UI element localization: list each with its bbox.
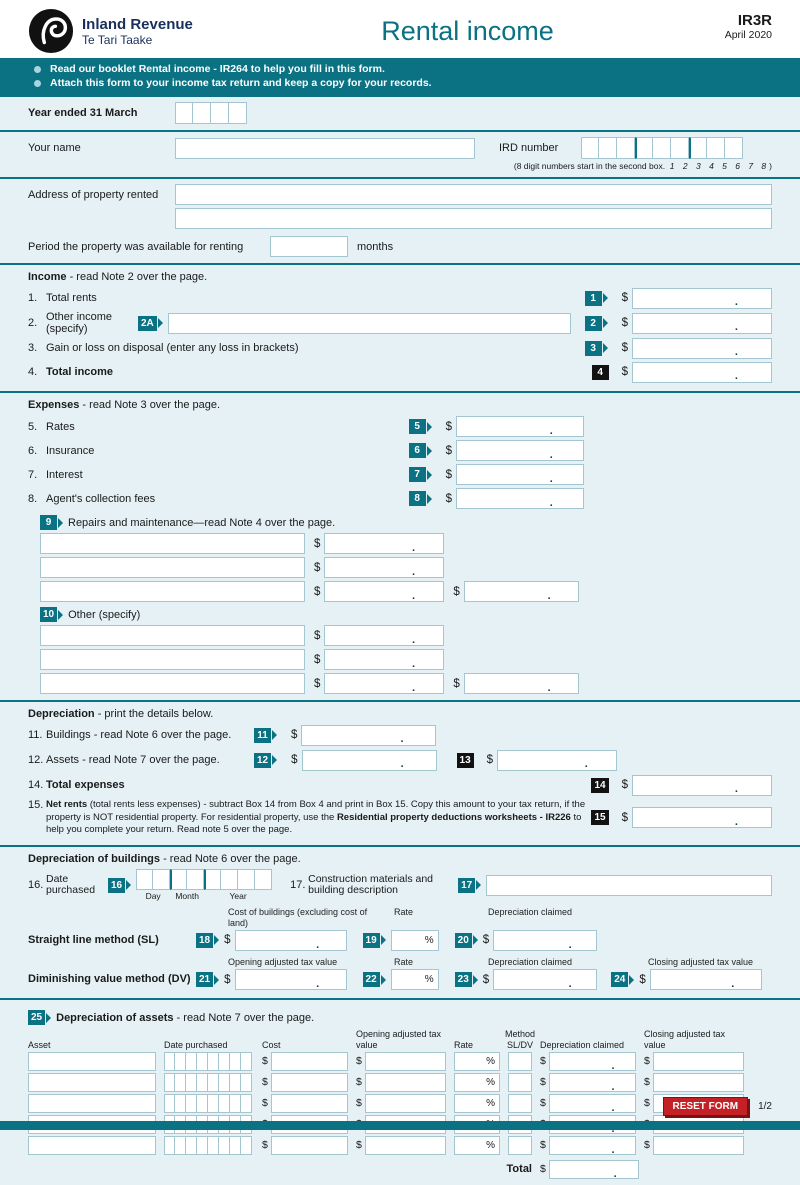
- box-11-badge: 11: [254, 728, 271, 743]
- agents-fees-label: Agent's collection fees: [46, 492, 156, 505]
- form-header: [0, 0, 800, 58]
- asset-name-field[interactable]: [28, 1094, 156, 1113]
- dollar-sign: $: [621, 292, 628, 304]
- building-date-purchased-field[interactable]: [136, 869, 272, 901]
- income-heading: Income - read Note 2 over the page.: [28, 271, 208, 283]
- asset-depreciation-field[interactable]: [549, 1136, 636, 1155]
- other-income-label: Other income (specify): [46, 311, 113, 336]
- box-13-badge: 13: [457, 753, 474, 768]
- construction-materials-label: Construction materials and building description: [308, 872, 434, 897]
- total-rents-field[interactable]: [632, 288, 772, 309]
- buildings-depreciation-field[interactable]: [301, 725, 436, 746]
- opening-value-header: Opening adjusted tax value: [356, 1029, 442, 1050]
- asset-date-field[interactable]: [164, 1073, 254, 1092]
- rate-header: Rate: [394, 907, 414, 918]
- address-label: Address of property rented: [28, 188, 159, 201]
- asset-rate-field[interactable]: %: [454, 1052, 500, 1071]
- box-2a-badge: 2A: [138, 316, 157, 331]
- repairs-amount-field[interactable]: [324, 557, 444, 578]
- your-name-label: Your name: [28, 142, 81, 154]
- dollar-sign: $: [445, 492, 452, 505]
- box-19-badge: 19: [363, 933, 380, 948]
- assets-heading: 25 Depreciation of assets - read Note 7 over the page.: [28, 1010, 772, 1025]
- dv-rate-field[interactable]: %: [391, 969, 439, 990]
- dv-opening-value-field[interactable]: [235, 969, 347, 990]
- repairs-row: [40, 533, 772, 554]
- dollar-sign: $: [486, 754, 494, 767]
- diminishing-value-label: Diminishing value method (DV): [28, 973, 191, 986]
- dollar-sign: $: [314, 561, 321, 574]
- rate-header: Rate: [394, 956, 414, 967]
- property-address-field-2[interactable]: [175, 208, 772, 229]
- repairs-description-field[interactable]: [40, 533, 305, 554]
- dv-column-headers: [28, 957, 772, 967]
- insurance-label: Insurance: [46, 444, 95, 457]
- assets-total-row: [28, 1160, 772, 1179]
- reset-form-button[interactable]: RESET FORM: [663, 1097, 749, 1116]
- dollar-sign: $: [224, 973, 231, 986]
- dollar-sign: $: [621, 779, 628, 792]
- other-expense-row: [40, 673, 772, 694]
- box-14-badge: 14: [591, 778, 608, 793]
- dollar-sign: $: [621, 811, 628, 824]
- assets-total-field[interactable]: [549, 1160, 639, 1179]
- asset-cost-field[interactable]: [271, 1136, 348, 1155]
- rate-header: Rate: [454, 1039, 474, 1050]
- box-12-badge: 12: [254, 753, 271, 768]
- agents-fees-field[interactable]: [456, 488, 584, 509]
- other-expense-description-field[interactable]: [40, 673, 305, 694]
- dollar-sign: $: [314, 629, 321, 642]
- box-4-badge: 4: [592, 365, 609, 380]
- other-expense-amount-field[interactable]: [324, 625, 444, 646]
- repairs-total-field[interactable]: [464, 581, 579, 602]
- other-expense-amount-field[interactable]: [324, 649, 444, 670]
- asset-row: $ $ % $ . $: [28, 1052, 772, 1071]
- other-expense-description-field[interactable]: [40, 625, 305, 646]
- expense-row-rates: 5. Rates 5 $ .: [28, 415, 584, 438]
- footer: [663, 1097, 772, 1116]
- address-section: [0, 177, 800, 263]
- page-title: Rental income: [381, 16, 554, 46]
- assets-total-label: Total: [506, 1163, 532, 1176]
- asset-name-field[interactable]: [28, 1073, 156, 1092]
- total-depreciation-field[interactable]: [497, 750, 617, 771]
- ird-number-field[interactable]: [581, 137, 743, 159]
- box-1-badge: 1: [585, 291, 602, 306]
- dollar-sign: $: [482, 973, 490, 986]
- interest-label: Interest: [46, 468, 83, 481]
- box-7-badge: 7: [409, 467, 426, 482]
- dv-closing-value-field[interactable]: [650, 969, 762, 990]
- asset-closing-value-field[interactable]: [653, 1052, 744, 1071]
- asset-header: Asset: [28, 1039, 51, 1050]
- total-expenses-field[interactable]: [632, 775, 772, 796]
- dollar-sign: $: [453, 677, 460, 690]
- instruction-line: [28, 62, 772, 76]
- income-row-disposal: 3. Gain or loss on disposal (enter any loss in brackets) 3 $ .: [28, 337, 772, 359]
- total-rents-label: Total rents: [46, 292, 97, 304]
- net-rents-field[interactable]: [632, 807, 772, 828]
- interest-field[interactable]: [456, 464, 584, 485]
- box-23-badge: 23: [455, 972, 472, 987]
- asset-date-field[interactable]: [164, 1136, 254, 1155]
- asset-row: $ $ % $ . $: [28, 1136, 772, 1155]
- sl-column-headers: [28, 907, 772, 928]
- instruction-line: [28, 76, 772, 90]
- asset-name-field[interactable]: [28, 1052, 156, 1071]
- bullet-icon: [34, 80, 41, 87]
- assets-depreciation-section: [0, 998, 800, 1185]
- rental-period-months-field[interactable]: [270, 236, 348, 257]
- other-expenses-heading: [40, 607, 772, 622]
- dollar-sign: $: [291, 754, 298, 767]
- expense-row-agents-fees: 8. Agent's collection fees 8 $ .: [28, 487, 584, 510]
- year-ended-field[interactable]: [175, 102, 247, 124]
- date-purchased-label: Date purchased: [46, 872, 96, 897]
- assets-depreciation-field[interactable]: [302, 750, 437, 771]
- asset-closing-value-field[interactable]: [653, 1073, 744, 1092]
- depreciation-claimed-header: Depreciation claimed: [488, 956, 573, 967]
- inland-revenue-logo: [28, 8, 74, 54]
- total-expenses-label: Total expenses: [46, 779, 125, 792]
- repairs-heading: [40, 515, 772, 530]
- dollar-sign: $: [540, 1163, 546, 1176]
- expense-row-interest: 7. Interest 7 $ .: [28, 463, 584, 486]
- insurance-field[interactable]: [456, 440, 584, 461]
- other-expense-amount-field[interactable]: [324, 673, 444, 694]
- straight-line-row: [28, 930, 772, 951]
- asset-depreciation-field[interactable]: [549, 1052, 636, 1071]
- straight-line-label: Straight line method (SL): [28, 934, 159, 947]
- instruction-line-2-text: Attach this form to your income tax return and keep a copy for your records.: [50, 77, 432, 89]
- repairs-label: Repairs and maintenance—read Note 4 over the page.: [68, 516, 336, 529]
- date-part-labels: Day Month Year: [145, 891, 247, 902]
- brand-text: [82, 16, 193, 47]
- repairs-description-field[interactable]: [40, 557, 305, 578]
- income-row-total-rents: 1. Total rents 1 $ .: [28, 287, 772, 309]
- diminishing-value-row: [28, 969, 772, 990]
- depreciation-section: [0, 700, 800, 845]
- box-16-badge: 16: [108, 878, 125, 893]
- sl-rate-field[interactable]: %: [391, 930, 439, 951]
- asset-date-field[interactable]: [164, 1094, 254, 1113]
- dollar-sign: $: [453, 585, 460, 598]
- asset-rate-field[interactable]: %: [454, 1136, 500, 1155]
- box-18-badge: 18: [196, 933, 213, 948]
- asset-cost-field[interactable]: [271, 1052, 348, 1071]
- expenses-heading: Expenses - read Note 3 over the page.: [28, 399, 221, 412]
- rates-field[interactable]: [456, 416, 584, 437]
- opening-value-header: Opening adjusted tax value: [228, 956, 338, 967]
- disposal-gain-loss-field[interactable]: [632, 338, 772, 359]
- asset-method-field[interactable]: [508, 1073, 532, 1092]
- other-income-amount-field[interactable]: [632, 313, 772, 334]
- total-income-label: Total income: [46, 366, 114, 379]
- sl-depreciation-field[interactable]: [493, 930, 597, 951]
- box-10-badge: 10: [40, 607, 57, 622]
- asset-name-field[interactable]: [28, 1136, 156, 1155]
- total-income-field[interactable]: [632, 362, 772, 383]
- dollar-sign: $: [314, 677, 321, 690]
- dollar-sign: $: [291, 729, 298, 742]
- name-ird-section: [0, 130, 800, 177]
- box-3-badge: 3: [585, 341, 602, 356]
- asset-row: $ $ % $ . $: [28, 1073, 772, 1092]
- dollar-sign: $: [445, 468, 452, 481]
- box-21-badge: 21: [196, 972, 213, 987]
- depreciation-claimed-header: Depreciation claimed: [488, 907, 573, 918]
- ird-number-note: (8 digit numbers start in the second box. 1 2 3 4 5 6 7 8): [513, 161, 772, 171]
- asset-rate-field[interactable]: %: [454, 1094, 500, 1113]
- box-5-badge: 5: [409, 419, 426, 434]
- page-number: 1/2: [758, 1101, 772, 1112]
- expense-row-insurance: 6. Insurance 6 $ .: [28, 439, 584, 462]
- bottom-bar: [0, 1121, 800, 1130]
- dollar-sign: $: [621, 317, 628, 330]
- asset-closing-value-field[interactable]: [653, 1136, 744, 1155]
- closing-value-header: Closing adjusted tax value: [648, 956, 754, 967]
- dollar-sign: $: [621, 342, 628, 355]
- disposal-gain-loss-label: Gain or loss on disposal (enter any loss in brackets): [46, 342, 299, 355]
- other-expense-row: [40, 649, 772, 670]
- year-section: [0, 95, 800, 130]
- dollar-sign: $: [639, 973, 646, 986]
- construction-materials-field[interactable]: [486, 875, 772, 896]
- expenses-section: [0, 391, 800, 700]
- brand-subtitle: Te Tari Taake: [82, 32, 153, 47]
- building-date-materials-row: 16. Date purchased 16 Day Month Year 17. Construction materials and building description 17: [28, 869, 772, 901]
- asset-depreciation-field[interactable]: [549, 1094, 636, 1113]
- your-name-field[interactable]: [175, 138, 475, 159]
- other-expense-row: [40, 625, 772, 646]
- asset-method-field[interactable]: [508, 1052, 532, 1071]
- dollar-sign: $: [445, 420, 452, 433]
- buildings-depreciation-section: [0, 845, 800, 998]
- months-label: months: [357, 240, 394, 253]
- sl-cost-field[interactable]: [235, 930, 347, 951]
- form-version-date: April 2020: [724, 29, 772, 41]
- total-expenses-row: 14. Total expenses 14 $ .: [28, 774, 772, 796]
- dollar-sign: $: [621, 366, 628, 379]
- repairs-row: [40, 581, 772, 602]
- asset-opening-value-field[interactable]: [365, 1052, 446, 1071]
- dv-depreciation-field[interactable]: [493, 969, 597, 990]
- income-section: [0, 263, 800, 391]
- box-2-badge: 2: [585, 316, 602, 331]
- year-ended-label: Year ended 31 March: [28, 107, 138, 119]
- assets-depreciation-label: Assets - read Note 7 over the page.: [46, 754, 220, 767]
- box-24-badge: 24: [611, 972, 628, 987]
- asset-cost-field[interactable]: [271, 1094, 348, 1113]
- asset-rate-field[interactable]: %: [454, 1073, 500, 1092]
- buildings-depreciation-label: Buildings - read Note 6 over the page.: [46, 729, 232, 742]
- asset-method-field[interactable]: [508, 1136, 532, 1155]
- dollar-sign: $: [314, 653, 321, 666]
- box-8-badge: 8: [409, 491, 426, 506]
- asset-cost-field[interactable]: [271, 1073, 348, 1092]
- depreciation-assets-row: 12. Assets - read Note 7 over the page. 12 $ . 13 $ .: [28, 749, 772, 771]
- assets-column-headers: [28, 1029, 772, 1050]
- form-code: IR3R: [737, 12, 772, 29]
- net-rents-text: Net rents (total rents less expenses) - subtract Box 14 from Box 4 and print in Box 15. Copy this amount to your tax return, if the property is NOT residential property. For residential property, use the Residential property deductions worksheets - IR226 to help you complete your return. Read note 5 over the page.: [46, 799, 586, 835]
- repairs-amount-field[interactable]: [324, 581, 444, 602]
- property-address-field-1[interactable]: [175, 184, 772, 205]
- asset-row: $ $ % $ . $: [28, 1094, 772, 1113]
- box-6-badge: 6: [409, 443, 426, 458]
- cost-of-buildings-header: Cost of buildings (excluding cost of land): [228, 907, 368, 928]
- inland-revenue-brand: [28, 8, 253, 54]
- rates-label: Rates: [46, 420, 75, 433]
- method-header: Method SL/DV: [504, 1029, 536, 1050]
- other-expense-total-field[interactable]: [464, 673, 579, 694]
- other-expenses-label: Other (specify): [68, 608, 141, 621]
- asset-date-field[interactable]: [164, 1052, 254, 1071]
- box-20-badge: 20: [455, 933, 472, 948]
- bullet-icon: [34, 66, 41, 73]
- asset-method-field[interactable]: [508, 1094, 532, 1113]
- instruction-line-1-text: Read our booklet Rental income - IR264 to help you fill in this form.: [50, 63, 385, 75]
- box-15-badge: 15: [591, 810, 608, 825]
- brand-name: Inland Revenue: [82, 15, 193, 33]
- rental-period-label: Period the property was available for renting: [28, 240, 244, 253]
- buildings-heading: Depreciation of buildings - read Note 6 over the page.: [28, 853, 301, 866]
- dollar-sign: $: [224, 934, 231, 947]
- date-purchased-header: Date purchased: [164, 1039, 228, 1050]
- depreciation-buildings-row: 11. Buildings - read Note 6 over the page. 11 $ .: [28, 724, 772, 746]
- closing-value-header: Closing adjusted tax value: [644, 1029, 726, 1050]
- asset-opening-value-field[interactable]: [365, 1136, 446, 1155]
- box-25-badge: 25: [28, 1010, 45, 1025]
- income-row-other-income: 2. Other income (specify) 2A 2 $ .: [28, 311, 772, 335]
- asset-opening-value-field[interactable]: [365, 1094, 446, 1113]
- form-code-block: [682, 8, 772, 41]
- dollar-sign: $: [445, 444, 452, 457]
- repairs-row: [40, 557, 772, 578]
- repairs-description-field[interactable]: [40, 581, 305, 602]
- instructions-banner: [0, 58, 800, 95]
- asset-depreciation-field[interactable]: [549, 1073, 636, 1092]
- box-9-badge: 9: [40, 515, 57, 530]
- box-17-badge: 17: [458, 878, 475, 893]
- other-income-specify-field[interactable]: [168, 313, 571, 334]
- net-rents-row: 15. Net rents (total rents less expenses) - subtract Box 14 from Box 4 and print in Box 15. Copy this amount to your tax return, if the property is NOT residential property. For residential property, use the Residential property deductions worksheets - IR226 to help you complete your return. Read note 5 over the page. 15 $ .: [28, 799, 772, 836]
- cost-header: Cost: [262, 1039, 281, 1050]
- box-22-badge: 22: [363, 972, 380, 987]
- asset-opening-value-field[interactable]: [365, 1073, 446, 1092]
- income-row-total-income: 4. Total income 4 $ .: [28, 361, 772, 383]
- depreciation-claimed-header: Depreciation claimed: [540, 1039, 625, 1050]
- depreciation-heading: Depreciation - print the details below.: [28, 708, 214, 721]
- dollar-sign: $: [314, 537, 321, 550]
- ird-number-label: IRD number: [499, 142, 559, 154]
- other-expense-description-field[interactable]: [40, 649, 305, 670]
- dollar-sign: $: [314, 585, 321, 598]
- dollar-sign: $: [482, 934, 490, 947]
- repairs-amount-field[interactable]: [324, 533, 444, 554]
